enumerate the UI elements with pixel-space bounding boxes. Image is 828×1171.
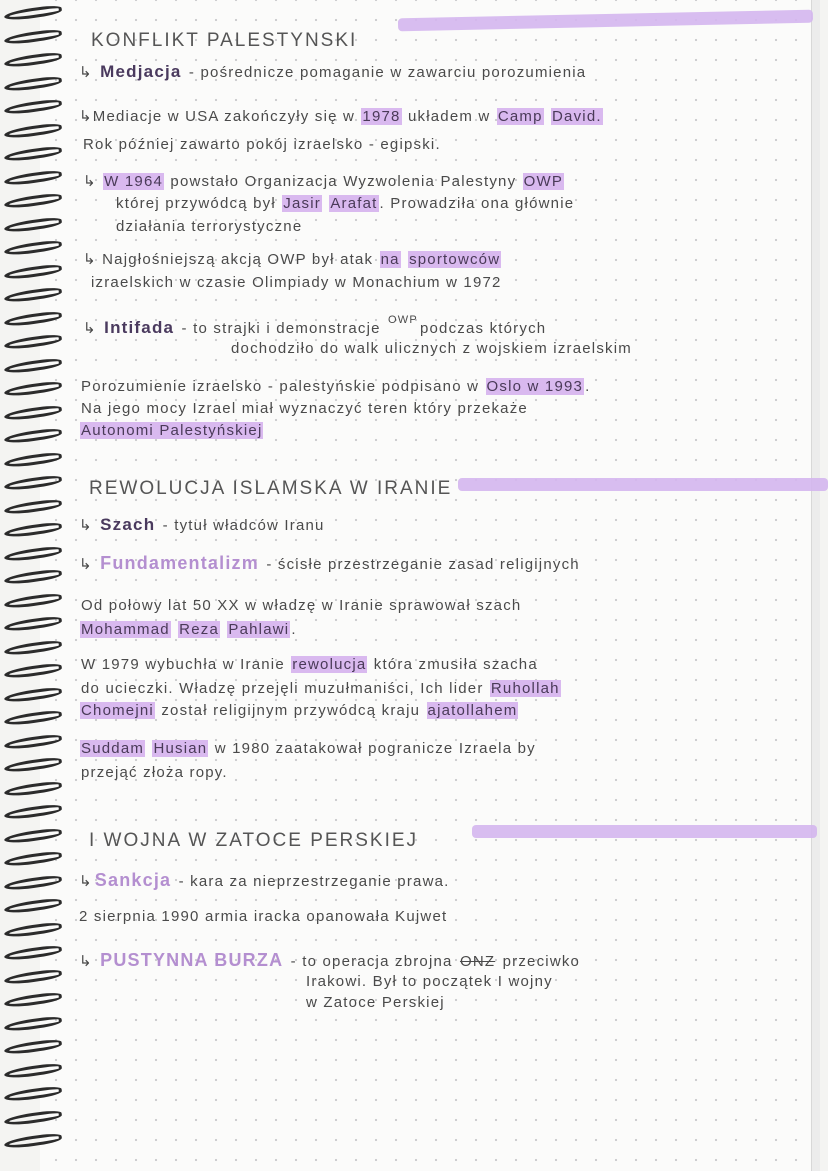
binding-ring: [4, 803, 63, 821]
text: ONZ: [459, 953, 496, 970]
text: został religijnym przywódcą kraju: [155, 702, 426, 719]
term: Medjacja: [100, 62, 182, 81]
note-line: [78, 62, 587, 82]
highlighted-text: Reza: [179, 621, 219, 638]
term: Fundamentalizm: [100, 553, 259, 573]
term: Szach: [100, 515, 156, 534]
highlighted-text: na: [380, 251, 400, 268]
text: ↳: [79, 64, 99, 81]
binding-ring: [4, 968, 63, 986]
binding-ring: [4, 145, 63, 163]
text: ↳ Najgłośniejszą akcją OWP był atak: [83, 251, 379, 268]
binding-ring: [4, 263, 63, 281]
text: która zmusiła szacha: [368, 656, 538, 673]
binding-ring: [4, 592, 63, 610]
heading-highlight-bar: [472, 825, 817, 838]
binding-ring: [4, 474, 63, 492]
note-line: [80, 656, 539, 673]
text: W 1979 wybuchła w Iranie: [81, 656, 291, 673]
heading-highlight-bar: [458, 478, 828, 491]
binding-ring: [4, 169, 63, 187]
binding-ring: [4, 827, 63, 845]
text: Porozumienie izraelsko - palestyńskie podpisano w: [81, 378, 485, 395]
text: w Zatoce Perskiej: [306, 994, 445, 1011]
binding-ring: [4, 98, 63, 116]
binding-ring: [4, 216, 63, 234]
text: ↳: [79, 873, 93, 890]
binding-ring: [4, 1109, 63, 1127]
note-line: [230, 340, 633, 357]
binding-ring: [4, 944, 63, 962]
note-line: [82, 314, 547, 338]
term: PUSTYNNA BURZA: [100, 950, 284, 970]
note-line: [80, 621, 298, 638]
note-line: [78, 908, 448, 925]
text: - ścisłe przestrzeganie zasad religijnych: [260, 556, 580, 573]
binding-ring: [4, 639, 63, 657]
note-line: [305, 973, 554, 990]
text: ↳Mediacje w USA zakończyły się w: [79, 108, 361, 125]
binding-ring: [4, 1062, 63, 1080]
text: przejąć złoża ropy.: [81, 764, 228, 781]
text: ↳: [79, 517, 99, 534]
binding-ring: [4, 357, 63, 375]
binding-ring: [4, 451, 63, 469]
text: działania terrorystyczne: [116, 218, 303, 235]
text: Od połowy lat 50 XX w władzę w Iranie sprawował szach: [81, 597, 522, 614]
binding-ring: [4, 404, 63, 422]
note-line: [78, 107, 603, 125]
term: Sankcja: [94, 870, 172, 890]
highlighted-text: Camp: [497, 108, 543, 125]
note-line: [115, 195, 575, 212]
highlighted-text: Mohammad: [81, 621, 170, 638]
binding-ring: [4, 756, 63, 774]
note-line: [78, 870, 451, 891]
note-line: [80, 378, 591, 395]
text: podczas których: [419, 320, 547, 337]
binding-ring: [4, 921, 63, 939]
binding-ring: [4, 310, 63, 328]
note-line: [80, 597, 522, 614]
binding-ring: [4, 122, 63, 140]
section-heading: [88, 830, 419, 852]
note-line: [80, 680, 561, 697]
term: Intifada: [104, 318, 175, 337]
binding-ring: [4, 1085, 63, 1103]
binding-ring: [4, 286, 63, 304]
note-line: [82, 250, 501, 268]
text: układem w: [402, 108, 496, 125]
heading-text: REWOLUCJA ISLAMSKA W IRANIE: [89, 478, 453, 499]
heading-highlight-bar: [398, 10, 813, 32]
text: .: [291, 621, 297, 638]
binding-ring: [4, 662, 63, 680]
note-line: [80, 422, 263, 439]
text: ↳: [79, 556, 99, 573]
text: izraelskich w czasie Olimpiady w Monachium w 1972: [91, 274, 502, 291]
binding-ring: [4, 4, 63, 22]
note-line: [82, 172, 564, 190]
highlighted-text: Arafat: [330, 195, 378, 212]
highlighted-text: Pahlawi: [228, 621, 290, 638]
text: [401, 251, 408, 268]
binding-ring: [4, 333, 63, 351]
text: przeciwko: [497, 953, 581, 970]
binding-ring: [4, 733, 63, 751]
spiral-binding: [0, 0, 70, 1171]
text: - tytuł władców Iranu: [157, 517, 325, 534]
note-line: [90, 274, 503, 291]
text: Na jego mocy Izrael miał wyznaczyć teren który przekaże: [81, 400, 528, 417]
page-edge: [811, 0, 820, 1171]
binding-ring: [4, 28, 63, 46]
text: - to strajki i demonstracje: [176, 320, 387, 337]
highlighted-text: 1978: [362, 108, 401, 125]
binding-ring: [4, 709, 63, 727]
highlighted-text: Ruhollah: [490, 680, 560, 697]
heading-text: KONFLIKT PALESTYNSKI: [91, 30, 358, 51]
binding-ring: [4, 1038, 63, 1056]
note-line: [80, 740, 537, 757]
text: - to operacja zbrojna: [285, 953, 458, 970]
text: [544, 108, 551, 125]
highlighted-text: Chomejni: [81, 702, 154, 719]
binding-ring: [4, 1132, 63, 1150]
binding-ring: [4, 192, 63, 210]
text: OWP: [388, 314, 418, 326]
binding-ring: [4, 991, 63, 1009]
text: . Prowadziła ona głównie: [379, 195, 575, 212]
binding-ring: [4, 568, 63, 586]
note-line: [78, 950, 581, 971]
text: - kara za nieprzestrzeganie prawa.: [173, 873, 450, 890]
highlighted-text: Suddam: [81, 740, 145, 757]
text: ↳: [83, 173, 103, 190]
highlighted-text: W 1964: [104, 173, 164, 190]
binding-ring: [4, 51, 63, 69]
binding-ring: [4, 780, 63, 798]
binding-ring: [4, 686, 63, 704]
binding-ring: [4, 615, 63, 633]
note-line: [115, 218, 303, 235]
binding-ring: [4, 521, 63, 539]
text: 2 sierpnia 1990 armia iracka opanowała Kujwet: [79, 908, 448, 925]
note-line: [78, 553, 581, 574]
notebook-page: [40, 0, 820, 1171]
text: dochodziło do walk ulicznych z wojskiem izraelskim: [231, 340, 632, 357]
binding-ring: [4, 897, 63, 915]
note-line: [80, 764, 229, 781]
text: powstało Organizacja Wyzwolenia Palestyny: [165, 173, 522, 190]
text: której przywódcą był: [116, 195, 282, 212]
highlighted-text: David.: [552, 108, 602, 125]
binding-ring: [4, 498, 63, 516]
binding-ring: [4, 427, 63, 445]
note-line: [82, 136, 442, 153]
highlighted-text: Oslo w 1993: [486, 378, 584, 395]
binding-ring: [4, 545, 63, 563]
highlighted-text: OWP: [523, 173, 564, 190]
note-line: [80, 702, 518, 719]
text: - pośrednicze pomaganie w zawarciu porozumienia: [183, 64, 587, 81]
text: do ucieczki. Władzę przejęli muzułmaniści, Ich lider: [81, 680, 489, 697]
text: Rok później zawarto pokój izraelsko - egipski.: [83, 136, 441, 153]
section-heading: [88, 478, 453, 500]
text: .: [585, 378, 591, 395]
heading-text: I WOJNA W ZATOCE PERSKIEJ: [89, 830, 419, 851]
highlighted-text: sportowców: [409, 251, 501, 268]
section-heading: [90, 30, 358, 52]
highlighted-text: ajatollahem: [427, 702, 518, 719]
note-line: [80, 400, 529, 417]
highlighted-text: Jasir: [283, 195, 321, 212]
text: w 1980 zaatakował pogranicze Izraela by: [209, 740, 536, 757]
note-line: [305, 994, 446, 1011]
binding-ring: [4, 75, 63, 93]
highlighted-text: rewolucja: [292, 656, 367, 673]
text: ↳: [83, 320, 103, 337]
text: Irakowi. Był to początek I wojny: [306, 973, 553, 990]
binding-ring: [4, 874, 63, 892]
note-line: [78, 515, 326, 535]
binding-ring: [4, 380, 63, 398]
text: ↳: [79, 953, 99, 970]
highlighted-text: Autonomi Palestyńskiej: [81, 422, 263, 439]
highlighted-text: Husian: [153, 740, 208, 757]
binding-ring: [4, 850, 63, 868]
binding-ring: [4, 1015, 63, 1033]
binding-ring: [4, 239, 63, 257]
